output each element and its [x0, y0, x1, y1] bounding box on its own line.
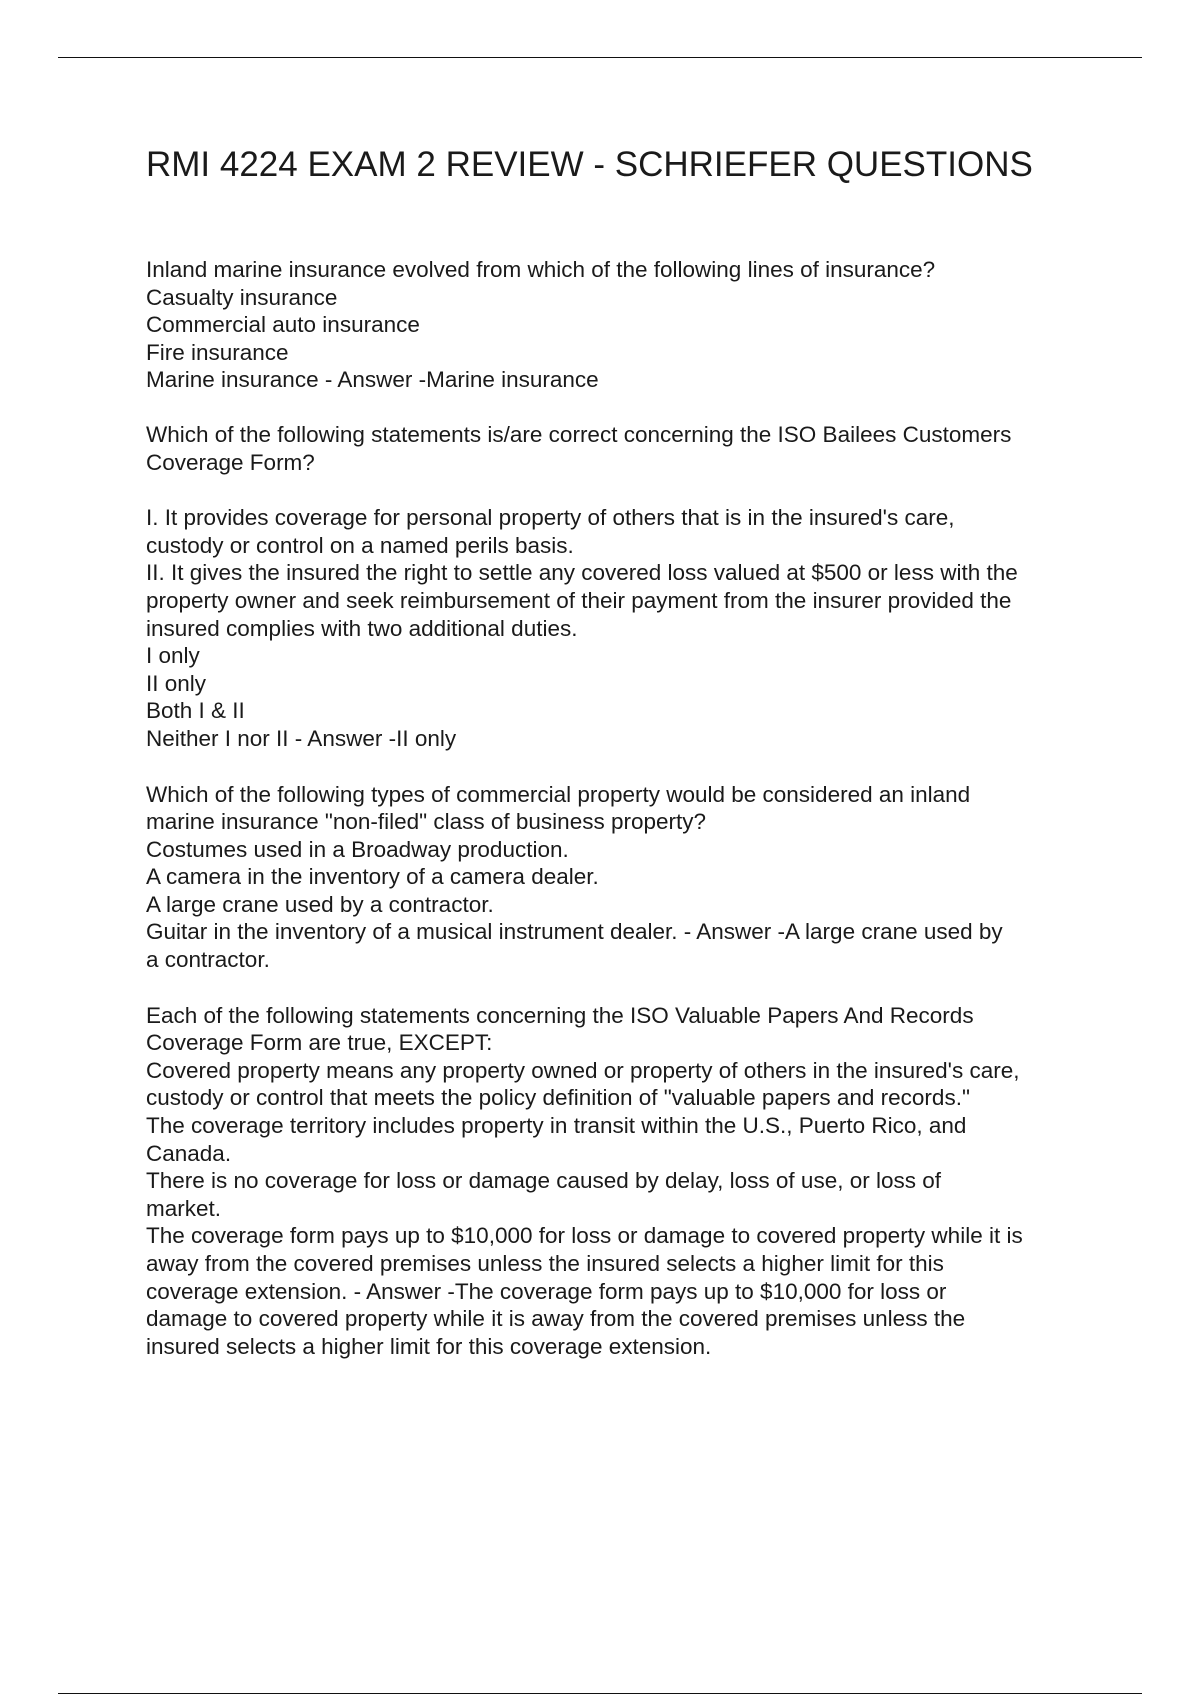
- question-4-answer: insured selects a higher limit for this coverage extension.: [146, 1333, 712, 1359]
- question-2-option: I only: [146, 643, 200, 669]
- question-4-option: away from the covered premises unless the insured selects a higher limit for this: [146, 1251, 944, 1276]
- question-3-text: Which of the following types of commercial property would be considered an inland: [146, 781, 971, 807]
- question-3-option: A camera in the inventory of a camera dealer.: [146, 864, 599, 890]
- question-4-option: The coverage territory includes property in transit within the U.S., Puerto Rico, and: [146, 1113, 967, 1139]
- question-1-text: Inland marine insurance evolved from which of the following lines of insurance?: [146, 257, 936, 282]
- bottom-rule: [58, 1693, 1142, 1694]
- statement-line: property owner and seek reimbursement of their payment from the insurer provided the: [146, 587, 1012, 613]
- question-2-option: Both I & II: [146, 698, 245, 724]
- question-3-answer: Guitar in the inventory of a musical instrument dealer. - Answer -A large crane used by: [146, 919, 1003, 945]
- question-4-option: The coverage form pays up to $10,000 for loss or damage to covered property while it is: [146, 1223, 1023, 1249]
- question-3-option: Costumes used in a Broadway production.: [146, 836, 569, 862]
- statement-line: II. It gives the insured the right to settle any covered loss valued at $500 or less with the: [146, 560, 1018, 586]
- question-4-option: There is no coverage for loss or damage caused by delay, loss of use, or loss of: [146, 1168, 941, 1194]
- statement-line: I. It provides coverage for personal property of others that is in the insured's care,: [146, 505, 955, 531]
- statement-line: insured complies with two additional duties.: [146, 615, 578, 641]
- question-block-1: [146, 256, 1096, 394]
- question-4-answer: coverage extension. - Answer -The coverage form pays up to $10,000 for loss or: [146, 1278, 947, 1304]
- question-2-answer: Neither I nor II - Answer -II only: [146, 725, 457, 751]
- document-body: [146, 256, 1096, 1388]
- statement-line: custody or control on a named perils basis.: [146, 532, 574, 558]
- question-block-3: [146, 781, 1096, 974]
- question-2-text: Which of the following statements is/are correct concerning the ISO Bailees Customers: [146, 421, 1012, 447]
- question-4-option: Canada.: [146, 1140, 232, 1166]
- question-1-option: Fire insurance: [146, 339, 289, 365]
- question-4-text: Each of the following statements concerning the ISO Valuable Papers And Records: [146, 1002, 974, 1028]
- question-2-text: Coverage Form?: [146, 449, 315, 475]
- question-block-2-stem: [146, 421, 1096, 476]
- question-3-text: marine insurance "non-filed" class of business property?: [146, 809, 707, 835]
- question-4-text: Coverage Form are true, EXCEPT:: [146, 1030, 493, 1056]
- question-3-option: A large crane used by a contractor.: [146, 891, 494, 917]
- question-block-4: [146, 1002, 1096, 1361]
- question-4-option: Covered property means any property owned or property of others in the insured's care,: [146, 1057, 1020, 1083]
- top-rule: [58, 57, 1142, 58]
- question-1-option: Commercial auto insurance: [146, 312, 420, 338]
- question-2-option: II only: [146, 670, 207, 696]
- document-title: RMI 4224 EXAM 2 REVIEW - SCHRIEFER QUESTIONS: [146, 145, 1033, 184]
- question-3-answer: a contractor.: [146, 947, 270, 973]
- question-4-answer: damage to covered property while it is away from the covered premises unless the: [146, 1306, 966, 1332]
- question-1-answer: Marine insurance - Answer -Marine insurance: [146, 367, 599, 393]
- question-block-2-statements: [146, 504, 1096, 752]
- question-4-option: custody or control that meets the policy definition of "valuable papers and records.": [146, 1085, 970, 1111]
- question-4-option: market.: [146, 1195, 222, 1221]
- question-1-option: Casualty insurance: [146, 284, 338, 310]
